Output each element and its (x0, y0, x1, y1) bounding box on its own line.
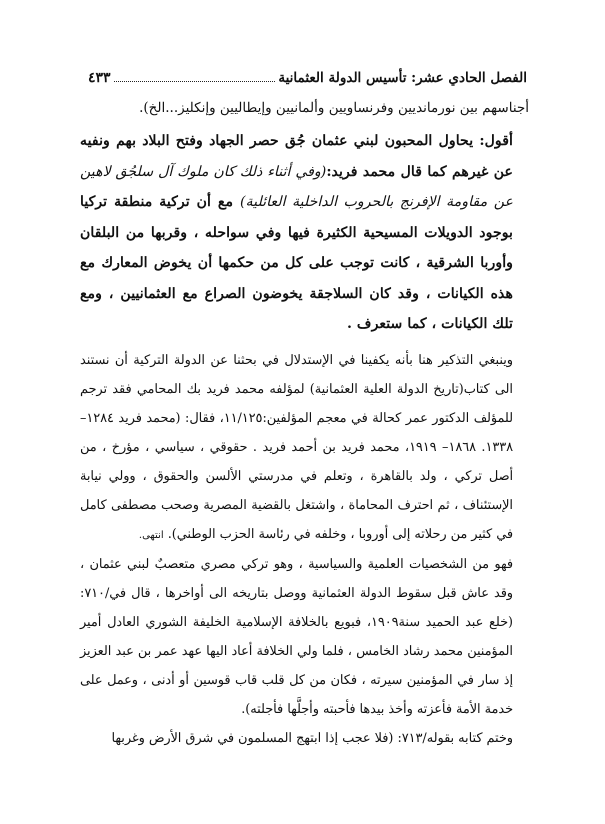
paragraph-text-start: أقول: يحاول المحبون لبني عثمان جُق حصر الجهاد وفتح البلاد بهم ونفيه عن غيرهم كما قال محمد فريد: (80, 133, 513, 180)
paragraph-text-end: مع أن تركية منطقة تركيا بوجود الدويلات المسيحية الكثيرة فيها وفي سواحله ، وقربها من البلقان وأوربا الشرقية ، كانت توجب على كل من حكمها أن يخوض المعارك مع هذه الكيانات ، وقد كان السلاجقة يخوضون الصراع مع العثمانيين ، ومع تلك الكيانات ، كما ستعرف . (80, 194, 513, 332)
paragraph-commentary (80, 126, 529, 340)
header-dot-leader (114, 80, 276, 82)
paragraph-text: وختم كتابه بقوله/٧١٣: (فلا عجب إذا ابتهج المسلمون في شرق الأرض وغربها (111, 730, 513, 746)
paragraph-text: فهو من الشخصيات العلمية والسياسية ، وهو تركي مصري متعصبٌ لبني عثمان ، وقد عاش قبل سقوط الدولة العثمانية ووصل بتاريخه الى أواخرها ، قال في/٧١٠: (خلع عبد الحميد سنة١٩٠٩، فبويع بالخلافة الإسلامية الخليفة الشوري العادل أمير المؤمنين محمد رشاد الخامس ، فلما ولي الخلافة أعاد اليها عهد عمر بن عبد العزيز إذ سار في المؤمنين سيرته ، فكان من كل قلب قاب قوسين أو أدنى ، وعمل على خدمة الأمة فأعزته وأخذ بيدها فأحبته وأجلَّها فأجلته). (80, 556, 513, 717)
page-header (88, 64, 527, 86)
chapter-title: الفصل الحادي عشر: تأسيس الدولة العثمانية (278, 70, 527, 86)
paragraph-closing (80, 724, 529, 753)
paragraph-text: أجناسهم بين نورمانديين وفرنساويين وألمانيين وإيطاليين وإنكليز...الخ). (139, 100, 529, 116)
page-number: ٤٣٣ (88, 70, 111, 86)
paragraph-author-profile (80, 550, 529, 724)
end-quote-marker: انتهى. (138, 529, 164, 541)
paragraph-text: وينبغي التذكير هنا بأنه يكفينا في الإستدلال في بحثنا عن الدولة التركية أن نستند الى كتاب(تاريخ الدولة العلية العثمانية) لمؤلفه محمد فريد بك المحامي فقد ترجم للمؤلف الدكتور عمر كحالة في معجم المؤلفين:١١/١٢٥، فقال: (محمد فريد ١٢٨٤– ١٣٣٨. ١٨٦٨– ١٩١٩، محمد فريد بن أحمد فريد . حقوقي ، سياسي ، مؤرخ ، من أصل تركي ، ولد بالقاهرة ، وتعلم في مدرستي الألسن والحقوق ، وولي نيابة الإستئناف ، ثم احترف المحاماة ، واشتغل بالقضية المصرية وصحب مصطفى كامل في كثير من رحلاته إلى أوروبا ، وخلفه في رئاسة الحزب الوطني). (80, 352, 514, 542)
quoted-text: (وفي أثناء ذلك كان ملوك آل سلجُق لاهين عن مقاومة الإفرنج بالحروب الداخلية العائلية) (80, 163, 513, 210)
paragraph-reference (80, 346, 529, 550)
body-text (80, 94, 529, 753)
paragraph-continuation (80, 94, 529, 122)
